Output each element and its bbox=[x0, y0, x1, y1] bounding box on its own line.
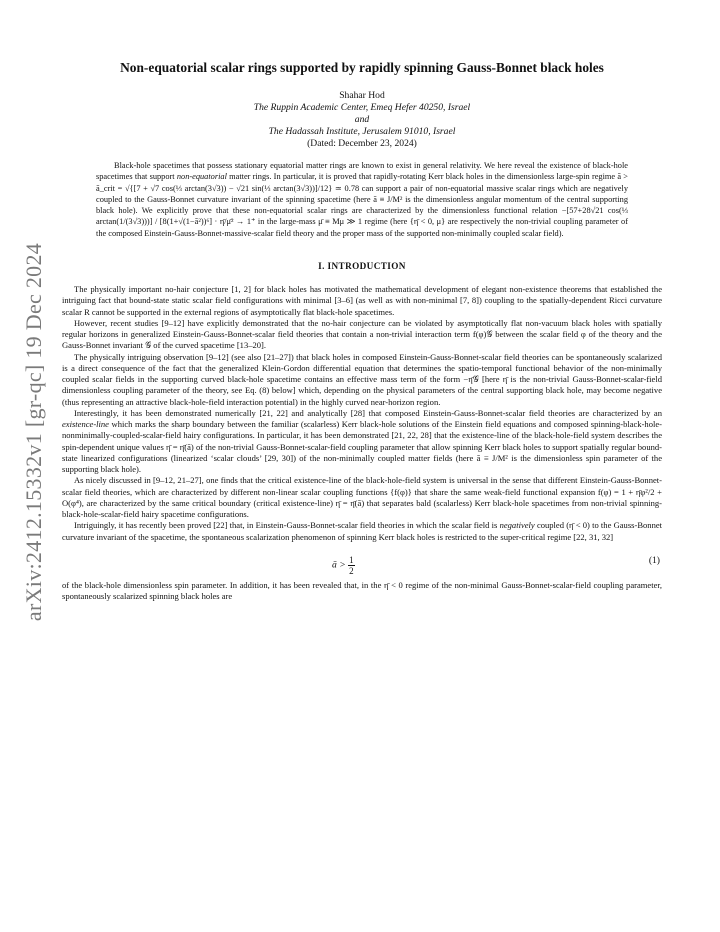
paragraph-6-text-a: Intriguingly, it has recently been proved [22] that, in Einstein-Gauss-Bonnet-scalar field theories in which the scalar field is bbox=[74, 520, 498, 531]
paragraph-4-text-b: which marks the sharp boundary between the familiar (scalarless) Kerr black-hole solutions of the Einstein field equations and composed spinning-black-hole-nonminimally-coupled-scalar-field hairy configurations. In particular, it has been demonstrated [21, 22, 28] that the existence-line of the black-hole-field system describes the spin-dependent unique values η̄ = η̄(ā) of the non-trivial Gauss-Bonnet-scalar-field coupling parameter that allow spinning Kerr black holes to support spatially regular bound-state linearized configurations (linearized ‘scalar clouds’ [29, 30]) of the non-minimally coupled matter fields (here ā ≡ J/M² is the dimensionless spin parameter of the supporting black hole). bbox=[62, 419, 662, 475]
equation-1-lhs: ā > bbox=[332, 559, 346, 571]
equation-1-number: (1) bbox=[648, 554, 660, 566]
author-block bbox=[62, 90, 662, 150]
affiliation-2: The Hadassah Institute, Jerusalem 91010, Israel bbox=[268, 126, 456, 137]
paragraph-4 bbox=[62, 408, 662, 476]
section-heading: I. INTRODUCTION bbox=[318, 261, 406, 272]
abstract-emphasis: non-equatorial bbox=[176, 172, 227, 182]
equation-1-numerator: 1 bbox=[349, 554, 354, 565]
affiliation-1: The Ruppin Academic Center, Emeq Hefer 40250, Israel bbox=[253, 102, 471, 113]
equation-1-fraction bbox=[348, 555, 355, 576]
body-text bbox=[62, 284, 662, 602]
abstract-text-2: matter rings. In particular, it is proved that rapidly-rotating Kerr black holes in the dimensionless large-spin regime ā > ā_crit = √{[7 + √7 cos(⅓ arctan(3√3)) − √21 sin(⅓ arctan(3√3))]/12} ≃ 0.78 can support a pair of non-equatorial massive scalar rings which are negatively coupled to the Gauss-Bonnet curvature invariant of the spinning spacetime (here ā ≡ J/M² is the dimensionless angular momentum of the central supporting black hole). We explicitly prove that these non-equatorial scalar rings are characterized by the dimensionless functional relation −[57+28√21 cos(⅓ arctan(1/(3√3)))] / [8(1+√(1−ā²))⁶] · η̄/μ̄² → 1⁺ in the large-mass μ̄ ≡ Mμ ≫ 1 regime (here {η̄ < 0, μ} are respectively the non-trivial coupling parameter of the composed Einstein-Gauss-Bonnet-massive-scalar field theory and the proper mass of the supported non-minimally coupled scalar field). bbox=[96, 172, 628, 238]
paragraph-3: The physically intriguing observation [9–12] (see also [21–27]) that black holes in composed Einstein-Gauss-Bonnet-scalar field theories can be spontaneously scalarized is a direct consequence of the fact that the generalized Klein-Gordon differential equation that determines the spatio-temporal functional behavior of the non-minimally coupled scalar fields in the supporting curved black-hole spacetime contains an effective mass term of the form −η̄𝒢 [here η̄ is the non-trivial Gauss-Bonnet-scalar-field dimensionless coupling parameter of the theory, see Eq. (8) below] which, depending on the physical parameters of the central supporting black hole, may become negative (thus representing an attractive black-hole-field interaction potential) in the highly curved near-horizon region. bbox=[62, 351, 662, 407]
equation-1-denominator: 2 bbox=[349, 565, 354, 576]
arxiv-sidebar-stamp bbox=[14, 222, 54, 642]
equation-1-expression bbox=[332, 555, 355, 576]
paragraph-2: However, recent studies [9–12] have explicitly demonstrated that the no-hair conjecture can be violated by asymptotically flat non-vacuum black holes with spatially regular horizons in generalized Einstein-Gauss-Bonnet-scalar field theories that contain a non-trivial interaction term f(φ)𝒢 between the scalar field φ of the theory and the Gauss-Bonnet invariant 𝒢 of the curved spacetime [13–20]. bbox=[62, 317, 662, 351]
equation-1 bbox=[62, 547, 662, 577]
author-name: Shahar Hod bbox=[339, 90, 385, 101]
paragraph-7: of the black-hole dimensionless spin parameter. In addition, it has been revealed that, in the η̄ < 0 regime of the non-minimal Gauss-Bonnet-scalar-field coupling parameter, spontaneously scalarized spinning black holes are bbox=[62, 579, 662, 602]
paragraph-6-text-b: coupled (η̄ < 0) to the Gauss-Bonnet curvature invariant of the spacetime, the spontaneous scalarization phenomenon of spinning Kerr black holes is restricted to the super-critical regime [22, 31, 32] bbox=[62, 520, 663, 542]
arxiv-id-label: arXiv:2412.15332v1 [gr-qc] 19 Dec 2024 bbox=[21, 242, 46, 622]
paragraph-6-emphasis: negatively bbox=[499, 520, 535, 531]
paragraph-6 bbox=[62, 520, 662, 543]
paragraph-5: As nicely discussed in [9–12, 21–27], one finds that the critical existence-line of the black-hole-field system is universal in the sense that different Einstein-Gauss-Bonnet-scalar field theories, which are characterized by different non-linear scalar coupling functions {f(φ)} that share the same weak-field functional expansion f(φ) = 1 + η̄φ²/2 + O(φ⁴), are characterized by the same critical boundary (critical existence-line) η̄ = η̄(ā) that separates bald (scalarless) Kerr black-hole spacetimes from non-trivial spinning-black-hole-scalar-field hairy spacetime configurations. bbox=[62, 475, 662, 520]
dated-line: (Dated: December 23, 2024) bbox=[307, 138, 417, 149]
paper-title: Non-equatorial scalar rings supported by rapidly spinning Gauss-Bonnet black holes bbox=[120, 60, 604, 75]
affiliation-and: and bbox=[354, 114, 370, 125]
paragraph-4-text-a: Interestingly, it has been demonstrated numerically [21, 22] and analytically [28] that composed Einstein-Gauss-Bonnet-scalar field theories are characterized by an bbox=[74, 407, 662, 418]
abstract-text-1: Black-hole spacetimes that possess stationary equatorial matter rings are known to exist in general relativity. We here reveal the existence of black-hole spacetimes that support bbox=[96, 161, 628, 182]
paper-page bbox=[62, 60, 662, 602]
paragraph-1: The physically important no-hair conjecture [1, 2] for black holes has motivated the mathematical development of elegant non-existence theorems that established the intriguing fact that bound-state static scalar field configurations with minimal [3–6] (as well as with non-minimal [7, 8]) coupling to the spatially-dependent Ricci curvature scalar R cannot be supported in the external regions of asymptotically flat black-hole spacetimes. bbox=[62, 284, 662, 317]
abstract bbox=[96, 160, 628, 239]
paragraph-4-emphasis: existence-line bbox=[62, 419, 109, 430]
